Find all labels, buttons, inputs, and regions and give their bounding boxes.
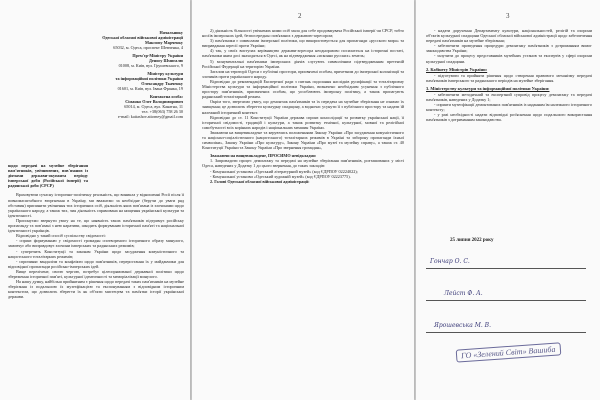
recipient-3 [78,71,183,91]
recipient-2 [78,53,183,68]
signature: Ярошевська М. В. [434,322,491,329]
recipient-block [78,30,183,122]
organization-stamp: ГО «Зелений Світ» Вашиба [456,342,561,362]
request-item: - Комунальної установи «Одеський художній музей» (код ЄДРПОУ 02223775). [210,173,351,179]
ministry-item: - у разі необхідності надати відповідні роз'яснення щодо подальшого використання пам'ятників з дотриманням законодавства. [426,112,592,123]
cabinet-heading: 2. Кабінету Міністрів України: [426,66,488,72]
recipient-3-address: 01601, м. Київ, вул. Івана Франка, 19 [117,86,183,91]
signature-line [426,332,586,333]
subject-line: щодо передачі на музейне зберігання пам'ятників, увічнюючих, пов'язаних із діячами держави-окупанта періоду імперської доби (Російської імперії) та радянської доби (СРСР) [8,163,88,189]
recipient-3-name: Олександру Ткаченку [141,81,183,86]
p3-paragraph: - надати доручення Департаменту культури, національностей, релігій та охорони об'єктів культурної спадщини Одеської обласної військової адміністрації щодо забезпечення передачі пам'ятників на музейне зберігання; [426,28,592,44]
page-3-body [426,28,592,122]
p1-paragraph: Вище перелічене, своєю чергою, потребує цілеспрямованої державної політики щодо збереження історичної пам'яті, культурної ідентичності та меморіалізації минулого. [8,268,184,279]
request-item: 1. Запровадити процес демонтажу та передачі на музейне зберігання пам'ятників, розташованих у місті Одеса, наведених у Додатку 1 до цього звернення, до таких закладів: [202,158,404,169]
page-number: 3 [506,12,510,20]
page-1-body [8,163,184,299]
letter-date: 25 липня 2022 року [450,238,494,243]
recipient-1-title: Начальнику [159,30,183,35]
p2-item: 2) діяльність більшості увічнених ними осіб мала для себе продовжувача Російської імперії чи СРСР, тобто носіїв імперських ідей, безпосередньо пов'язаних з державою-агресором; [202,28,404,39]
cabinet-item: - підготувати та прийняти рішення щодо створення правового механізму передачі пам'ятників імперського та радянського періодів на музейне зберігання. [426,72,592,83]
p3-paragraph: - забезпечити проведення процедури демонтажу пам'ятників з дотриманням вимог законодавства України; [426,43,592,54]
p1-paragraph: - сприяє формуванню у свідомості громадян спотвореного історичного образу минулого, замовчує або виправдовує злочини імперських та радянських режимів; [8,238,184,249]
sender-phone: тел. +38(063) 758 26 30 [141,109,183,114]
p1-paragraph: - суперечить Конституції та законам України щодо засудження комуністичного та нацистського тоталітарних режимів; [8,248,184,259]
recipient-2-address: 01008, м. Київ, вул. Грушевського, 9 [118,63,183,68]
p1-paragraph: Враховуючи сучасну історично-політичну реальність, що виникла у відношенні Росії після її повномасштабного вторгнення в Україну, ми вважаємо за необхідне (беручи до уваги ряд обставин) припинити увічнення тих історичних осіб, діяльність яких пов'язана із злочинами щодо українського народу, а також тих, чия діяльність спрямована на нищення української культури та ідентичності. [8,192,184,218]
signature-line [426,268,586,269]
p2-paragraph: Загалом на території Одеси є публічні простори, присвячені особам, причетним до імперської колонізації та злочинів проти українського народу. [202,68,404,79]
page-3 [416,0,600,400]
page-number: 2 [298,12,302,20]
p1-paragraph: На нашу думку, найбільш прийнятним є рішення щодо передачі таких пам'ятників на музейне зберігання із подальшою їх музеєфікацією та експонуванням з відповідним історичним контекстом, що дозволить зберегти їх як об'єкти мистецтва та пам'ятки історії української держави. [8,279,184,300]
p2-paragraph: Зважаючи на вищевикладене та керуючись положеннями Закону України «Про засудження комуністичного та націонал-соціалістичного (нацистського) тоталітарних режимів в Україні та заборону пропаганди їхньої символіки», Закону України «Про культуру», Закону України «Про музеї та музейну справу», а також ст. 40 Конституції України та Закону України «Про звернення громадян», [202,129,404,151]
recipient-1-name: Максиму Марченку [145,40,183,45]
ministry-item: - забезпечити методичний та експертний супровід процесу демонтажу та передачі пам'ятників, наведених у Додатку 1; [426,91,592,102]
p1-paragraph: Пропонуємо звернути увагу на те, що наявність таких пам'ятників підтримує російську пропаганду та пов'язані з нею наративи, шкодить формуванню історичної пам'яті та національної ідентичності українців. [8,217,184,234]
recipient-1-address: 65032, м. Одеса, проспект Шевченка, 4 [113,45,183,50]
p1-paragraph: Відповідно у такий спосіб суспільству свідомості: [16,233,106,239]
p2-item: 3) пам'ятники є символами імперської політики, що використовується для пропаганди «русского мира» та виправдання агресії проти України; [202,38,404,49]
ministry-item: - сприяти музеєфікації демонтованих пам'ятників із наданням їм належного історичного контексту; [426,102,592,113]
sender-email: e-mail: kattashov.attorney@gmail.com [117,114,183,119]
signature: Гончар О. С. [430,258,470,265]
page-2 [192,0,414,400]
signature-line [426,300,586,301]
recipient-3-title: Міністру культури [147,71,183,76]
p2-item: 4) так, у своїх виступах керівництво держави-агресора неодноразово посилається на історичні постаті, пам'ятники яким досі знаходяться в Одесі, як на підтвердження «исконно русских» земель; [202,48,404,59]
recipient-1 [78,30,183,50]
recipient-1-org: Одеської обласної військової адміністрації [102,35,183,40]
recipient-2-title: Прем'єр-Міністру України [132,53,183,58]
page-2-body [202,28,404,184]
sender-label: Контактна особа: [149,94,183,99]
request-item: 2. Голові Одеської обласної військової адміністрації: [210,178,310,184]
sender-block [78,94,183,119]
sender-address: 65014, м. Одеса, вул. Канатна, 11 [124,104,183,109]
ministry-heading: 3. Міністерству культури та інформаційної політики України: [426,85,550,91]
sender-name: Сіманко Олег Володимирович [125,99,183,104]
page-1 [0,0,190,400]
recipient-3-org: та інформаційної політики України [115,76,183,81]
p2-paragraph: Відповідно до ст. 11 Конституції України держава сприяє консолідації та розвитку української нації, її історичної свідомості, традицій і культури, а також розвитку етнічної, культурної, мовної та релігійної самобутності всіх корінних народів і національних меншин України. [202,114,404,130]
recipient-2-name: Денису Шмигалю [148,58,183,63]
p1-paragraph: - спричиняє вандалізм та конфлікти щодо пам'ятників, переростання їх у майданчики для відповідної пропаганди російсько-імперських ідей. [8,258,184,269]
p2-paragraph: Окрім того, звертаємо увагу, що демонтаж пам'ятників та їх передача на музейне зберігання не означає їх знищення; це дозволить зберегти культурну спадщину, а водночас усунути її з публічного простору та надати їй належний історичний контекст. [202,99,404,115]
signature: Лейст Ф. А. [444,290,483,297]
p3-paragraph: - залучити до процесу представників музейних установ та експертів у сфері охорони культурної спадщини. [426,53,592,64]
request-heading: Зважаючи на вищевикладене, ПРОСИМО невідкладно: [210,153,317,159]
request-item: - Комунальної установи «Одеський літературний музей» (код ЄДРПОУ 02224022); [210,168,358,174]
p2-item: 5) монументальні пам'ятники імперських діячів слугують символічним підтвердженням претензій Російської Федерації на територію України. [202,58,404,69]
p2-paragraph: Відповідно до рекомендацій Експертної ради з питань подолання наслідків русифікації та тоталітаризму Міністерства культури та інформаційної політики України, визначено необхідним усунення з публічного простору пам'ятників, присвячених особам, що уособлюють імперську політику, а також пропагують радянський тоталітарний режим. [202,78,404,100]
